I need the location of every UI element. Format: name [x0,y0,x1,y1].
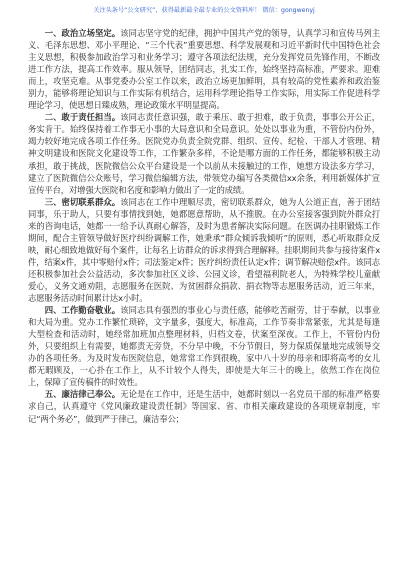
section-5-heading: 五、廉洁律己奉公。 [44,389,121,400]
promo-banner[interactable]: 关注头条号“公文研究”，获得最新最全最专业的公文资料库！ 微信：gongwenyj [93,7,315,14]
section-1-heading: 一、政治立场坚定。 [44,28,121,38]
section-3-heading: 三、密切联系群众。 [44,196,121,207]
section-2 [28,111,380,195]
section-4 [28,304,380,388]
section-4-text: 该同志具有强烈的事业心与责任感，能够吃苦耐劳，甘于奉献，以事业和大局为重。党办工作繁忙琐碎，文字量多，强度大，标准高，工作节奏非常紧张，尤其是每逢大型检查和活动时，她经常加班加点整理材料，归档文卷，伏案至深夜。工作上，不管份内份外，只要组织上有需要，她都责无旁贷，不分早中晚，不分节假日，努力保质保量地完成领导交办的各项任务。为及时发布医院信息，她常常工作到很晚，家中八十岁的母亲和即将高考的女儿都无暇顾及，一心扑在工作上，从不计较个人得失，即使是大年三十的晚上，依然工作在岗位上，保障了宣传稿件的时效性。 [28,305,380,388]
section-1 [28,27,380,111]
section-3 [28,196,380,304]
section-4-heading: 四、工作勤奋敬业。 [44,305,121,316]
section-2-text: 该同志责任意识强，敢于乘压、敢于担难，敢于负责，事事公开公正，务实肯干。始终保持着工作事无小事的大局意识和全局意识。处处以事业为重，不管份内份外，竭力较好地完成各项工作任务。医院党办负责全院党群、组织、宣传、纪检、干部人才管理、精神文明建设和医院文化建设等工作，工作繁杂多样，不论是哪方面的工作任务，都能够积极主动承担，敢于挑战，医院微信公众平台建设是一个以前从未接触过的工作，她想方设法多方学习，建立了医院微信公众账号，学习微信编辑方法，带领党办编写各类微信xx余条，利用新媒体扩宣宣传平台，对增强大医院和名度和影响力做出了一定的成绩。 [28,112,380,195]
section-3-text: 该同志在工作中理顺尽责，密切联系群众，她为人公道正直，善于团结同事，乐于助人，只要有事情找到她，她都愿意帮助，从不推脱。在办公室接客强到院外群众打来的咨询电话，她都一一给予认真耐心解答，及时为患者解决实际问题。在医调办挂职锻炼工作期间，配合主管领导做好医疗纠纷调解工作，她秉承“群众倾诉我倾听”的原则，悉心听取群众反映，耐心细致地做好每个案件，让每名上访群众的诉求得到合理解释。挂职期间共参与接待案件x件，结案x件，其中零赔付x件；司法鉴定x件；医疗纠纷责任认定x件；调节解决赔偿x件。该同志还积极参加社会公益活动，多次参加社区义诊、公园义诊，看望福利院老人，为特殊学校儿童献爱心，义务文通劝阻，志愿服务在医院、为贫困群众捐款、捐衣物等志愿服务活动，近三年来，志愿服务活动时间累计达x小时。 [28,196,380,304]
section-5 [28,388,380,424]
section-1-text: 该同志坚守党的纪律，拥护中国共产党的领导，认真学习和宣传马列主义、毛泽东思想、邓小平理论、“三个代表”重要思想、科学发展观和习近平新时代中国特色社会主义思想，积极参加政治学习和业务学习；遵守各项法纪法规，充分发挥党员先锋作用，不断改进工作方法，提高工作效率。服从领导，团结同志，扎实工作，始终坚持高标准，严要求。迎难而上，攻坚克难。从事党委办公室工作以来，政治立场更加鲜明，具有较高的党性素养和政治鉴别力，能够将理论知识与工作实际有机结合，运用科学理论指导工作实际，用实际工作促进科学理论学习，使思想日臻成熟，理论政策水平明显提高。 [28,28,380,111]
section-2-heading: 二、敢于责任担当。 [44,112,121,123]
section-5-text: 无论是在工作中，还是生活中，她都时刻以一名党员干部的标准严格要求自己，认真遵守《党风廉政建设责任制》等国家、省、市相关廉政建设的各项规章制度，牢记“两个务必”，做到严于律己，廉洁奉公； [28,389,380,424]
